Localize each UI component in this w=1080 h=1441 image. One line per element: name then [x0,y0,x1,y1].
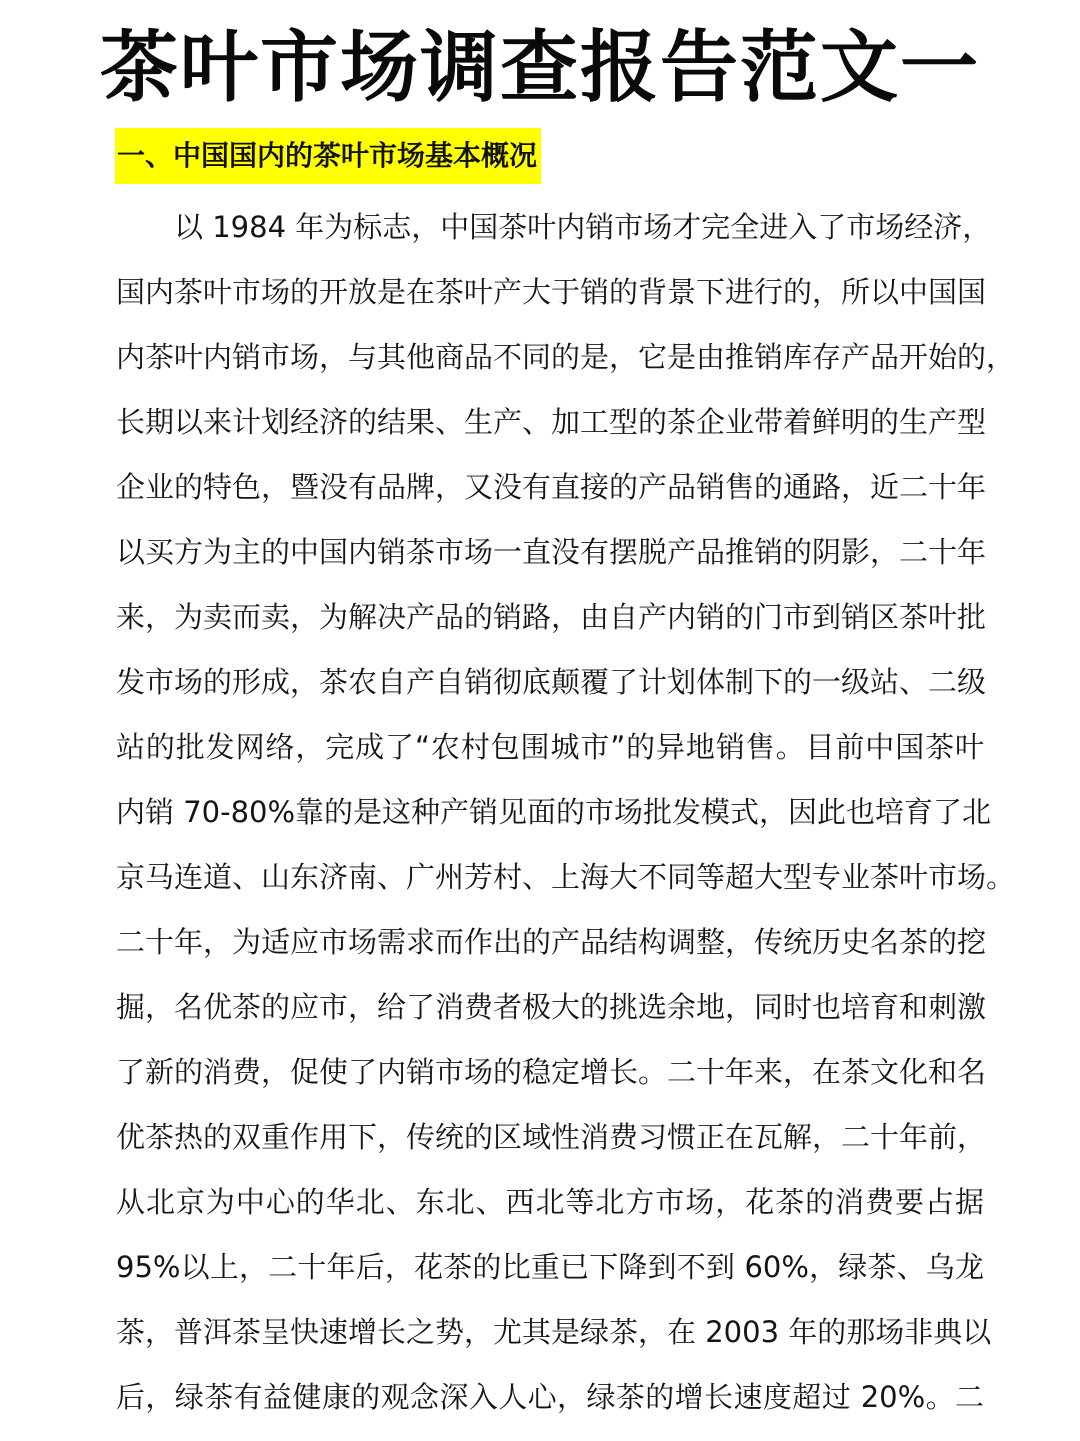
paragraph-line: 以 1984 年为标志，中国茶叶内销市场才完全进入了市场经济， [174,210,992,244]
paragraph-line: 京马连道、山东济南、广州芳村、上海大不同等超大型专业茶叶市场。 [116,860,1016,894]
paragraph-line: 茶，普洱茶呈快速增长之势，尤其是绿茶，在 2003 年的那场非典以 [116,1315,992,1349]
paragraph-line: 国内茶叶市场的开放是在茶叶产大于销的背景下进行的，所以中国国 [116,275,987,309]
paragraph-line: 了新的消费，促使了内销市场的稳定增长。二十年来，在茶文化和名 [116,1055,987,1089]
paragraph-line: 从北京为中心的华北、东北、西北等北方市场，花茶的消费要占据 [116,1185,984,1219]
page-title: 茶叶市场调查报告范文一 [99,23,980,113]
paragraph-line: 内茶叶内销市场，与其他商品不同的是，它是由推销库存产品开始的， [116,340,1016,374]
paragraph-line: 后，绿茶有益健康的观念深入人心，绿茶的增长速度超过 20%。二 [116,1380,984,1414]
paragraph-line: 掘，名优茶的应市，给了消费者极大的挑选余地，同时也培育和刺激 [116,990,987,1024]
paragraph-line: 发市场的形成，茶农自产自销彻底颠覆了计划体制下的一级站、二级 [116,665,987,699]
section-heading-highlighted: 一、中国国内的茶叶市场基本概况 [115,128,541,184]
paragraph-line: 优茶热的双重作用下，传统的区域性消费习惯正在瓦解，二十年前， [116,1120,987,1154]
paragraph-line: 内销 70-80%靠的是这种产销见面的市场批发模式，因此也培育了北 [116,795,992,829]
paragraph-line: 长期以来计划经济的结果、生产、加工型的茶企业带着鲜明的生产型 [116,405,987,439]
paragraph-line: 来，为卖而卖，为解决产品的销路，由自产内销的门市到销区茶叶批 [116,600,987,634]
paragraph-line: 以买方为主的中国内销茶市场一直没有摆脱产品推销的阴影，二十年 [116,535,987,569]
body-paragraph [116,196,1016,1431]
paragraph-line: 站的批发网络，完成了“农村包围城市”的异地销售。目前中国茶叶 [116,730,984,764]
paragraph-line: 二十年，为适应市场需求而作出的产品结构调整，传统历史名茶的挖 [116,925,987,959]
paragraph-line: 企业的特色，暨没有品牌，又没有直接的产品销售的通路，近二十年 [116,470,987,504]
paragraph-line: 95%以上，二十年后，花茶的比重已下降到不到 60%，绿茶、乌龙 [116,1250,984,1284]
